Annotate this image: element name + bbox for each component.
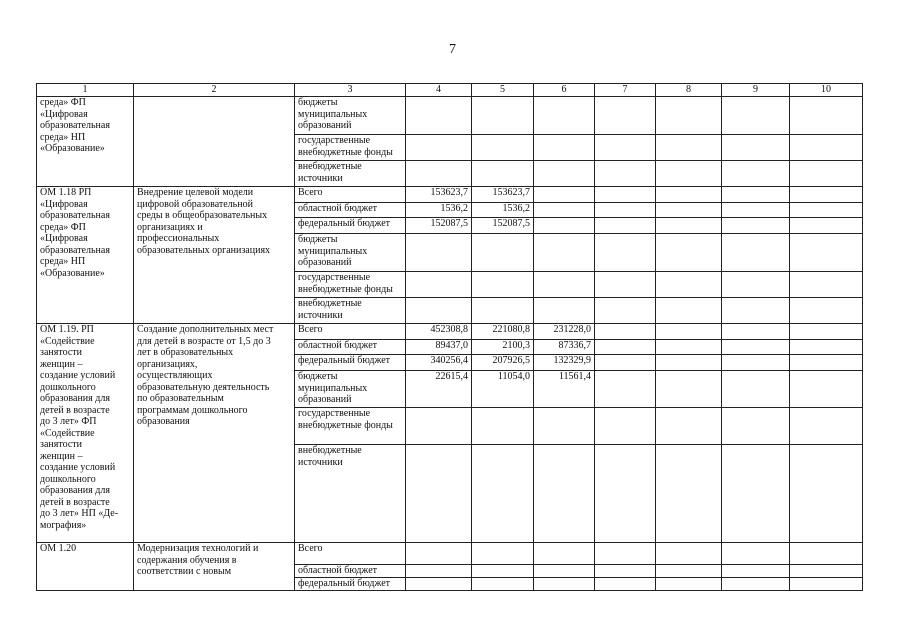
amount-cell bbox=[534, 135, 595, 161]
funding-source-cell: федеральный бюджет bbox=[295, 355, 406, 371]
funding-source-cell: внебюджетные источники bbox=[295, 298, 406, 324]
table-row bbox=[37, 543, 863, 565]
empty-cell bbox=[656, 187, 722, 203]
column-header: 7 bbox=[595, 84, 656, 97]
empty-cell bbox=[790, 445, 863, 543]
funding-source-cell: Всего bbox=[295, 543, 406, 565]
amount-cell bbox=[534, 203, 595, 218]
amount-cell bbox=[534, 161, 595, 187]
funding-source-cell: областной бюджет bbox=[295, 203, 406, 218]
empty-cell bbox=[722, 135, 790, 161]
amount-cell: 153623,7 bbox=[472, 187, 534, 203]
empty-cell bbox=[722, 543, 790, 565]
empty-cell bbox=[656, 272, 722, 298]
amount-cell bbox=[406, 234, 472, 272]
amount-cell: 1536,2 bbox=[472, 203, 534, 218]
funding-source-cell: Всего bbox=[295, 324, 406, 340]
funding-source-cell: государственные внебюджетные фонды bbox=[295, 408, 406, 445]
empty-cell bbox=[656, 234, 722, 272]
amount-cell bbox=[472, 445, 534, 543]
empty-cell bbox=[722, 97, 790, 135]
amount-cell: 89437,0 bbox=[406, 340, 472, 355]
amount-cell: 221080,8 bbox=[472, 324, 534, 340]
amount-cell bbox=[406, 97, 472, 135]
empty-cell bbox=[656, 298, 722, 324]
amount-cell bbox=[406, 543, 472, 565]
funding-source-cell: федеральный бюджет bbox=[295, 218, 406, 234]
amount-cell bbox=[406, 135, 472, 161]
empty-cell bbox=[656, 340, 722, 355]
empty-cell bbox=[790, 161, 863, 187]
amount-cell bbox=[406, 161, 472, 187]
table-row bbox=[37, 97, 863, 135]
empty-cell bbox=[722, 203, 790, 218]
empty-cell bbox=[656, 355, 722, 371]
funding-source-cell: государственные внебюджетные фонды bbox=[295, 135, 406, 161]
amount-cell bbox=[534, 97, 595, 135]
amount-cell: 11054,0 bbox=[472, 371, 534, 408]
empty-cell bbox=[656, 408, 722, 445]
empty-cell bbox=[790, 578, 863, 591]
funding-source-cell: бюджеты муниципальных образований bbox=[295, 234, 406, 272]
empty-cell bbox=[722, 445, 790, 543]
empty-cell bbox=[595, 565, 656, 578]
measure-name-cell: Внедрение целевой модели цифровой образовательной среды в общеобразовательных организациях и профессиональных образовательных организациях bbox=[134, 187, 295, 324]
measure-code-cell: ОМ 1.20 bbox=[37, 543, 134, 591]
empty-cell bbox=[790, 135, 863, 161]
page-number: 7 bbox=[449, 42, 456, 57]
empty-cell bbox=[722, 578, 790, 591]
empty-cell bbox=[722, 218, 790, 234]
amount-cell: 231228,0 bbox=[534, 324, 595, 340]
amount-cell bbox=[406, 272, 472, 298]
funding-source-cell: внебюджетные источники bbox=[295, 445, 406, 543]
amount-cell bbox=[406, 298, 472, 324]
empty-cell bbox=[656, 578, 722, 591]
amount-cell bbox=[472, 161, 534, 187]
amount-cell: 452308,8 bbox=[406, 324, 472, 340]
empty-cell bbox=[656, 543, 722, 565]
empty-cell bbox=[790, 543, 863, 565]
funding-source-cell: внебюджетные источники bbox=[295, 161, 406, 187]
empty-cell bbox=[722, 371, 790, 408]
amount-cell: 132329,9 bbox=[534, 355, 595, 371]
amount-cell bbox=[534, 272, 595, 298]
empty-cell bbox=[595, 298, 656, 324]
empty-cell bbox=[595, 371, 656, 408]
column-header: 1 bbox=[37, 84, 134, 97]
table-body bbox=[37, 97, 863, 591]
empty-cell bbox=[656, 445, 722, 543]
measure-name-cell: Создание дополнительных мест для детей в возрасте от 1,5 до 3 лет в образовательных организациях, осуществляющих образовательную деятельность по образовательным программам дошкольного образования bbox=[134, 324, 295, 543]
empty-cell bbox=[656, 324, 722, 340]
empty-cell bbox=[790, 272, 863, 298]
amount-cell bbox=[406, 408, 472, 445]
amount-cell bbox=[472, 298, 534, 324]
empty-cell bbox=[656, 203, 722, 218]
amount-cell bbox=[534, 445, 595, 543]
empty-cell bbox=[722, 161, 790, 187]
measure-name-cell: Модернизация технологий и содержания обучения в соответствии с новым bbox=[134, 543, 295, 591]
funding-source-cell: областной бюджет bbox=[295, 565, 406, 578]
empty-cell bbox=[790, 565, 863, 578]
empty-cell bbox=[722, 187, 790, 203]
empty-cell bbox=[656, 161, 722, 187]
amount-cell: 152087,5 bbox=[406, 218, 472, 234]
budget-table bbox=[36, 83, 863, 591]
amount-cell: 207926,5 bbox=[472, 355, 534, 371]
amount-cell bbox=[472, 234, 534, 272]
empty-cell bbox=[595, 135, 656, 161]
empty-cell bbox=[595, 578, 656, 591]
empty-cell bbox=[790, 97, 863, 135]
empty-cell bbox=[656, 371, 722, 408]
column-header: 10 bbox=[790, 84, 863, 97]
empty-cell bbox=[595, 234, 656, 272]
empty-cell bbox=[595, 97, 656, 135]
amount-cell bbox=[534, 578, 595, 591]
funding-source-cell: бюджеты муниципальных образований bbox=[295, 371, 406, 408]
amount-cell bbox=[534, 565, 595, 578]
empty-cell bbox=[595, 272, 656, 298]
amount-cell bbox=[472, 543, 534, 565]
amount-cell: 153623,7 bbox=[406, 187, 472, 203]
empty-cell bbox=[656, 218, 722, 234]
empty-cell bbox=[595, 445, 656, 543]
column-header: 3 bbox=[295, 84, 406, 97]
empty-cell bbox=[790, 234, 863, 272]
funding-source-cell: бюджеты муниципальных образований bbox=[295, 97, 406, 135]
empty-cell bbox=[790, 324, 863, 340]
column-header: 4 bbox=[406, 84, 472, 97]
empty-cell bbox=[722, 234, 790, 272]
amount-cell: 11561,4 bbox=[534, 371, 595, 408]
amount-cell: 340256,4 bbox=[406, 355, 472, 371]
funding-source-cell: областной бюджет bbox=[295, 340, 406, 355]
empty-cell bbox=[595, 324, 656, 340]
amount-cell bbox=[534, 408, 595, 445]
amount-cell bbox=[534, 187, 595, 203]
measure-code-cell: среда» ФП «Цифровая образовательная среда» НП «Образование» bbox=[37, 97, 134, 187]
table-row bbox=[37, 187, 863, 203]
amount-cell bbox=[534, 543, 595, 565]
column-header: 9 bbox=[722, 84, 790, 97]
empty-cell bbox=[722, 565, 790, 578]
amount-cell bbox=[406, 445, 472, 543]
column-header: 5 bbox=[472, 84, 534, 97]
funding-source-cell: Всего bbox=[295, 187, 406, 203]
column-header: 6 bbox=[534, 84, 595, 97]
empty-cell bbox=[722, 298, 790, 324]
empty-cell bbox=[722, 408, 790, 445]
amount-cell bbox=[534, 298, 595, 324]
funding-source-cell: федеральный бюджет bbox=[295, 578, 406, 591]
amount-cell: 2100,3 bbox=[472, 340, 534, 355]
empty-cell bbox=[722, 355, 790, 371]
amount-cell bbox=[472, 97, 534, 135]
empty-cell bbox=[790, 371, 863, 408]
amount-cell bbox=[406, 565, 472, 578]
amount-cell bbox=[534, 218, 595, 234]
measure-code-cell: ОМ 1.18 РП «Цифровая образовательная среда» ФП «Цифровая образовательная среда» НП «Образование» bbox=[37, 187, 134, 324]
amount-cell bbox=[406, 578, 472, 591]
funding-source-cell: государственные внебюджетные фонды bbox=[295, 272, 406, 298]
empty-cell bbox=[595, 218, 656, 234]
amount-cell: 1536,2 bbox=[406, 203, 472, 218]
empty-cell bbox=[790, 355, 863, 371]
empty-cell bbox=[722, 272, 790, 298]
measure-name-cell bbox=[134, 97, 295, 187]
empty-cell bbox=[790, 340, 863, 355]
amount-cell: 22615,4 bbox=[406, 371, 472, 408]
amount-cell bbox=[472, 272, 534, 298]
amount-cell bbox=[472, 565, 534, 578]
amount-cell bbox=[534, 234, 595, 272]
empty-cell bbox=[790, 203, 863, 218]
column-number-row bbox=[37, 84, 863, 97]
empty-cell bbox=[595, 187, 656, 203]
column-header: 2 bbox=[134, 84, 295, 97]
empty-cell bbox=[595, 355, 656, 371]
empty-cell bbox=[790, 187, 863, 203]
empty-cell bbox=[595, 161, 656, 187]
empty-cell bbox=[790, 218, 863, 234]
empty-cell bbox=[595, 543, 656, 565]
empty-cell bbox=[595, 340, 656, 355]
empty-cell bbox=[790, 408, 863, 445]
amount-cell bbox=[472, 578, 534, 591]
empty-cell bbox=[656, 565, 722, 578]
empty-cell bbox=[722, 340, 790, 355]
table-row bbox=[37, 324, 863, 340]
amount-cell bbox=[472, 135, 534, 161]
empty-cell bbox=[595, 408, 656, 445]
measure-code-cell: ОМ 1.19. РП «Содействие занятости женщин – создание условий дошкольного образования для детей в возрасте до 3 лет» ФП «Содействие занятости женщин – создание условий дошкольного образования для детей в возрасте до 3 лет» НП «Де- мография» bbox=[37, 324, 134, 543]
amount-cell: 152087,5 bbox=[472, 218, 534, 234]
empty-cell bbox=[790, 298, 863, 324]
empty-cell bbox=[656, 135, 722, 161]
empty-cell bbox=[656, 97, 722, 135]
amount-cell: 87336,7 bbox=[534, 340, 595, 355]
empty-cell bbox=[722, 324, 790, 340]
empty-cell bbox=[595, 203, 656, 218]
amount-cell bbox=[472, 408, 534, 445]
column-header: 8 bbox=[656, 84, 722, 97]
